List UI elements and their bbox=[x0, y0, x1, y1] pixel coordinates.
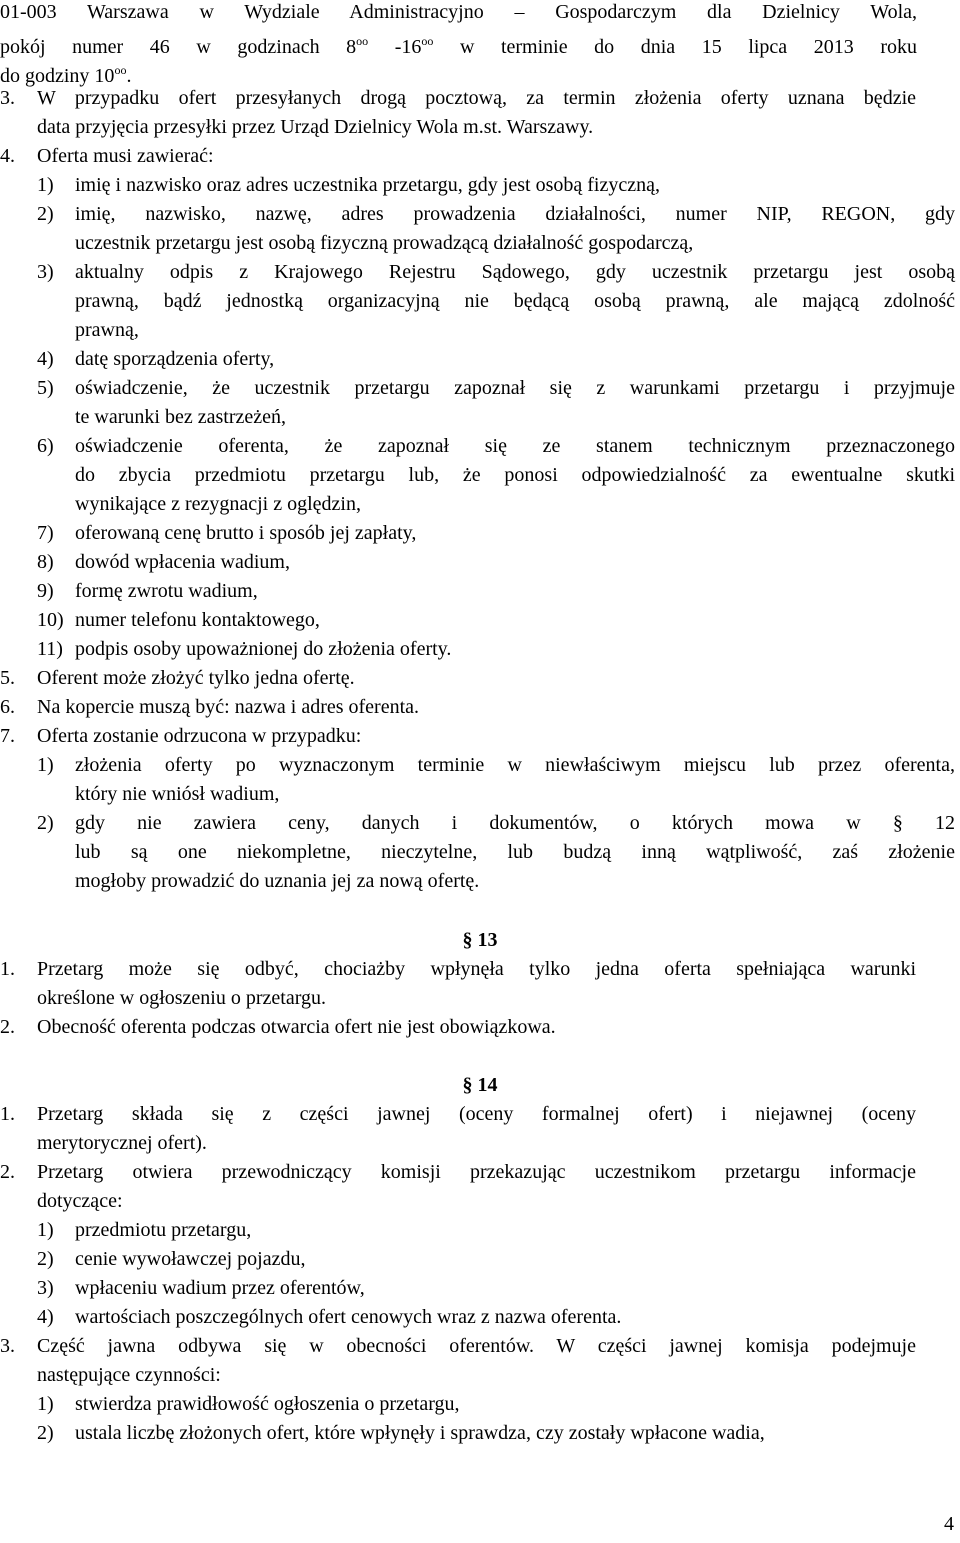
item-text: W przypadku ofert przesyłanych drogą pocztową, za termin złożenia oferty uznana będzie bbox=[37, 87, 916, 109]
sub-item-text: podpis osoby upoważnionej do złożenia oferty. bbox=[75, 638, 452, 660]
item-text: Część jawna odbywa się w obecności oferentów. W części jawnej komisja podejmuje bbox=[37, 1335, 916, 1357]
sub-item-text: imię, nazwisko, nazwę, adres prowadzenia działalności, numer NIP, REGON, gdy bbox=[75, 203, 955, 225]
sub-item-text: przedmiotu przetargu, bbox=[75, 1219, 252, 1241]
item-text: Oferta zostanie odrzucona w przypadku: bbox=[37, 725, 362, 747]
section-heading: § 13 bbox=[462, 929, 498, 951]
sub-item-number: 2) bbox=[37, 203, 54, 225]
item-text: Na kopercie muszą być: nazwa i adres oferenta. bbox=[37, 696, 420, 718]
text-line: pokój numer 46 w godzinach $8^{oo}$ $-16^{oo}$ w terminie do dnia 15 lipca 2013 roku bbox=[0, 34, 917, 58]
sub-item-number: 5) bbox=[37, 377, 54, 399]
sub-item-number: 7) bbox=[37, 522, 54, 544]
sub-item-number: 1) bbox=[37, 1393, 54, 1415]
sub-item-text: oświadczenie oferenta, że zapoznał się ze stanem technicznym przeznaczonego bbox=[75, 435, 955, 457]
sub-item-text: formę zwrotu wadium, bbox=[75, 580, 258, 602]
sub-item-text: dowód wpłacenia wadium, bbox=[75, 551, 290, 573]
sub-item-number: 9) bbox=[37, 580, 54, 602]
item-number: 2. bbox=[0, 1161, 15, 1183]
sub-item-text: prawną, bbox=[75, 319, 139, 341]
item-number: 7. bbox=[0, 725, 15, 747]
sub-item-number: 1) bbox=[37, 754, 54, 776]
item-number: 5. bbox=[0, 667, 15, 689]
sub-item-text: wpłaceniu wadium przez oferentów, bbox=[75, 1277, 365, 1299]
section-heading: § 14 bbox=[462, 1074, 498, 1096]
item-text: określone w ogłoszeniu o przetargu. bbox=[37, 987, 326, 1009]
sub-item-number: 2) bbox=[37, 812, 54, 834]
sub-item-text: oferowaną cenę brutto i sposób jej zapłaty, bbox=[75, 522, 417, 544]
item-text: Obecność oferenta podczas otwarcia ofert nie jest obowiązkowa. bbox=[37, 1016, 556, 1038]
item-text: Przetarg otwiera przewodniczący komisji przekazując uczestnikom przetargu informacje bbox=[37, 1161, 916, 1183]
sub-item-number: 3) bbox=[37, 1277, 54, 1299]
sub-item-text: wartościach poszczególnych ofert cenowych wraz z nazwa oferenta. bbox=[75, 1306, 622, 1328]
sub-item-text: datę sporządzenia oferty, bbox=[75, 348, 275, 370]
item-text: data przyjęcia przesyłki przez Urząd Dzielnicy Wola m.st. Warszawy. bbox=[37, 116, 594, 138]
sub-item-text: lub są one niekompletne, nieczytelne, lub budzą inną wątpliwość, zaś złożenie bbox=[75, 841, 955, 863]
sub-item-number: 1) bbox=[37, 174, 54, 196]
sub-item-text: uczestnik przetargu jest osobą fizyczną prowadzącą działalność gospodarczą, bbox=[75, 232, 694, 254]
sub-item-number: 4) bbox=[37, 348, 54, 370]
text-line: do godziny $10^{oo}$. bbox=[0, 63, 132, 87]
item-text: Oferent może złożyć tylko jedna ofertę. bbox=[37, 667, 355, 689]
sub-item-text: mogłoby prowadzić do uznania jej za nową ofertę. bbox=[75, 870, 480, 892]
sub-item-number: 2) bbox=[37, 1248, 54, 1270]
item-text: dotyczące: bbox=[37, 1190, 123, 1212]
sub-item-text: numer telefonu kontaktowego, bbox=[75, 609, 320, 631]
sub-item-text: do zbycia przedmiotu przetargu lub, że ponosi odpowiedzialność za ewentualne skutki bbox=[75, 464, 955, 486]
sub-item-number: 3) bbox=[37, 261, 54, 283]
item-number: 1. bbox=[0, 958, 15, 980]
page-number: 4 bbox=[944, 1513, 954, 1535]
sub-item-text: który nie wniósł wadium, bbox=[75, 783, 280, 805]
item-number: 2. bbox=[0, 1016, 15, 1038]
item-text: merytorycznej ofert). bbox=[37, 1132, 207, 1154]
item-text: następujące czynności: bbox=[37, 1364, 221, 1386]
sub-item-number: 8) bbox=[37, 551, 54, 573]
sub-item-text: oświadczenie, że uczestnik przetargu zapoznał się z warunkami przetargu i przyjmuje bbox=[75, 377, 955, 399]
sub-item-text: te warunki bez zastrzeżeń, bbox=[75, 406, 286, 428]
sub-item-text: prawną, bądź jednostką organizacyjną nie będącą osobą prawną, ale mającą zdolność bbox=[75, 290, 955, 312]
text-line: 01-003 Warszawa w Wydziale Administracyjno – Gospodarczym dla Dzielnicy Wola, bbox=[0, 1, 917, 23]
item-number: 3. bbox=[0, 1335, 15, 1357]
sub-item-number: 10) bbox=[37, 609, 64, 631]
item-text: Oferta musi zawierać: bbox=[37, 145, 214, 167]
item-number: 1. bbox=[0, 1103, 15, 1125]
sub-item-text: cenie wywoławczej pojazdu, bbox=[75, 1248, 306, 1270]
sub-item-text: aktualny odpis z Krajowego Rejestru Sądowego, gdy uczestnik przetargu jest osobą bbox=[75, 261, 955, 283]
item-number: 3. bbox=[0, 87, 15, 109]
sub-item-number: 1) bbox=[37, 1219, 54, 1241]
item-text: Przetarg składa się z części jawnej (oceny formalnej ofert) i niejawnej (oceny bbox=[37, 1103, 916, 1125]
sub-item-number: 2) bbox=[37, 1422, 54, 1444]
sub-item-number: 4) bbox=[37, 1306, 54, 1328]
sub-item-text: gdy nie zawiera ceny, danych i dokumentów, o których mowa w § 12 bbox=[75, 812, 955, 834]
sub-item-number: 6) bbox=[37, 435, 54, 457]
sub-item-text: ustala liczbę złożonych ofert, które wpłynęły i sprawdza, czy zostały wpłacone wadia, bbox=[75, 1422, 765, 1444]
item-number: 4. bbox=[0, 145, 15, 167]
sub-item-text: złożenia oferty po wyznaczonym terminie w niewłaściwym miejscu lub przez oferenta, bbox=[75, 754, 955, 776]
item-text: Przetarg może się odbyć, chociażby wpłynęła tylko jedna oferta spełniająca warunki bbox=[37, 958, 916, 980]
sub-item-text: wynikające z rezygnacji z oględzin, bbox=[75, 493, 361, 515]
item-number: 6. bbox=[0, 696, 15, 718]
sub-item-number: 11) bbox=[37, 638, 63, 660]
sub-item-text: stwierdza prawidłowość ogłoszenia o przetargu, bbox=[75, 1393, 460, 1415]
sub-item-text: imię i nazwisko oraz adres uczestnika przetargu, gdy jest osobą fizyczną, bbox=[75, 174, 660, 196]
